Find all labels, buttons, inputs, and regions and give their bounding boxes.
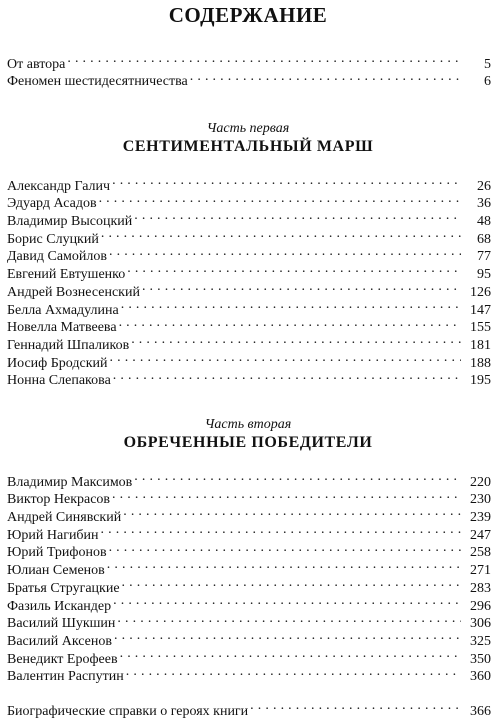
toc-entry-page: 126 <box>470 284 491 300</box>
toc-entry-page: 360 <box>470 669 491 685</box>
toc-dot-leader <box>250 697 461 715</box>
toc-entry-title: Василий Аксенов <box>7 633 112 649</box>
toc-entry-page: 258 <box>470 545 491 561</box>
toc-entry-title: Юлиан Семенов <box>7 563 105 579</box>
toc-entry-page: 195 <box>470 373 491 389</box>
toc-dot-leader <box>101 225 461 243</box>
toc-entry-title: Феномен шестидесятничества <box>7 74 188 90</box>
toc-entry-page: 220 <box>470 474 491 490</box>
toc-dot-leader <box>110 349 462 367</box>
toc-entry-page: 283 <box>470 580 491 596</box>
toc-entry <box>7 697 491 719</box>
toc-part2-list <box>7 468 491 685</box>
toc-entry-title: Новелла Матвеева <box>7 320 117 336</box>
toc-dot-leader <box>117 610 461 628</box>
part2-title: ОБРЕЧЕННЫЕ ПОБЕДИТЕЛИ <box>123 434 373 451</box>
toc-dot-leader <box>190 68 461 86</box>
toc-entry-page: 147 <box>470 302 491 318</box>
toc-dot-leader <box>142 278 461 296</box>
toc-dot-leader <box>67 50 461 68</box>
toc-entry-title: Василий Шукшин <box>7 616 116 632</box>
toc-entry-page: 95 <box>477 267 491 283</box>
toc-entry <box>7 172 491 194</box>
toc-intro-list <box>7 50 491 90</box>
toc-entry-page: 296 <box>470 598 491 614</box>
toc-entry-page: 306 <box>470 616 491 632</box>
toc-entry <box>7 68 491 90</box>
toc-dot-leader <box>112 486 461 504</box>
toc-appendix-list <box>7 697 491 719</box>
toc-entry-page: 68 <box>477 231 491 247</box>
toc-dot-leader <box>121 296 461 314</box>
part2-label: Часть вторая <box>204 417 292 432</box>
toc-entry-title: Биографические справки о героях книги <box>7 703 249 719</box>
toc-entry-page: 48 <box>477 214 491 230</box>
toc-entry-title: Геннадий Шпаликов <box>7 337 130 353</box>
toc-entry-page: 5 <box>484 56 491 72</box>
toc-entry-title: Давид Самойлов <box>7 249 107 265</box>
toc-dot-leader <box>112 172 461 190</box>
toc-entry-page: 325 <box>470 633 491 649</box>
toc-entry-title: Владимир Максимов <box>7 474 133 490</box>
toc-entry-page: 239 <box>470 510 491 526</box>
toc-dot-leader <box>109 243 461 261</box>
toc-entry <box>7 468 491 490</box>
toc-dot-leader <box>134 468 461 486</box>
toc-dot-leader <box>99 190 461 208</box>
toc-dot-leader <box>123 503 461 521</box>
toc-entry-page: 188 <box>470 355 491 371</box>
toc-dot-leader <box>101 521 461 539</box>
toc-dot-leader <box>127 260 461 278</box>
toc-entry-page: 366 <box>470 703 491 719</box>
toc-entry-title: Александр Галич <box>7 178 111 194</box>
toc-entry-title: Венедикт Ерофеев <box>7 651 118 667</box>
toc-entry-page: 26 <box>477 178 491 194</box>
toc-entry-page: 181 <box>470 337 491 353</box>
toc-entry-page: 36 <box>477 196 491 212</box>
toc-entry-title: Юрий Нагибин <box>7 527 99 543</box>
toc-dot-leader <box>122 574 461 592</box>
toc-entry-title: Владимир Высоцкий <box>7 214 133 230</box>
toc-entry-title: Иосиф Бродский <box>7 355 108 371</box>
toc-entry-title: Нонна Слепакова <box>7 373 111 389</box>
toc-entry-page: 247 <box>470 527 491 543</box>
toc-entry-page: 350 <box>470 651 491 667</box>
toc-entry-title: Евгений Евтушенко <box>7 267 126 283</box>
toc-dot-leader <box>119 314 461 332</box>
toc-dot-leader <box>114 627 461 645</box>
toc-entry-page: 271 <box>470 563 491 579</box>
toc-dot-leader <box>134 207 461 225</box>
toc-entry-page: 230 <box>470 492 491 508</box>
toc-dot-leader <box>120 645 461 663</box>
toc-entry <box>7 50 491 72</box>
toc-entry-title: Фазиль Искандер <box>7 598 112 614</box>
toc-entry-title: Юрий Трифонов <box>7 545 107 561</box>
page-title: СОДЕРЖАНИЕ <box>168 3 328 27</box>
toc-entry-title: Андрей Синявский <box>7 510 122 526</box>
toc-entry-title: Эдуард Асадов <box>7 196 97 212</box>
toc-entry-page: 77 <box>477 249 491 265</box>
toc-dot-leader <box>126 663 461 681</box>
toc-dot-leader <box>109 539 461 557</box>
part1-label: Часть первая <box>206 121 290 136</box>
toc-entry-page: 6 <box>484 74 491 90</box>
toc-entry-page: 155 <box>470 320 491 336</box>
toc-entry-title: Борис Слуцкий <box>7 231 99 247</box>
toc-dot-leader <box>113 367 461 385</box>
toc-part1-list <box>7 172 491 389</box>
part1-title: СЕНТИМЕНТАЛЬНЫЙ МАРШ <box>122 138 374 155</box>
toc-entry-title: Виктор Некрасов <box>7 492 111 508</box>
toc-entry-title: Андрей Вознесенский <box>7 284 140 300</box>
toc-entry-title: От автора <box>7 56 66 72</box>
toc-dot-leader <box>113 592 461 610</box>
toc-entry-title: Белла Ахмадулина <box>7 302 119 318</box>
toc-entry-title: Братья Стругацкие <box>7 580 120 596</box>
toc-dot-leader <box>107 556 461 574</box>
toc-dot-leader <box>131 331 461 349</box>
toc-entry-title: Валентин Распутин <box>7 669 124 685</box>
